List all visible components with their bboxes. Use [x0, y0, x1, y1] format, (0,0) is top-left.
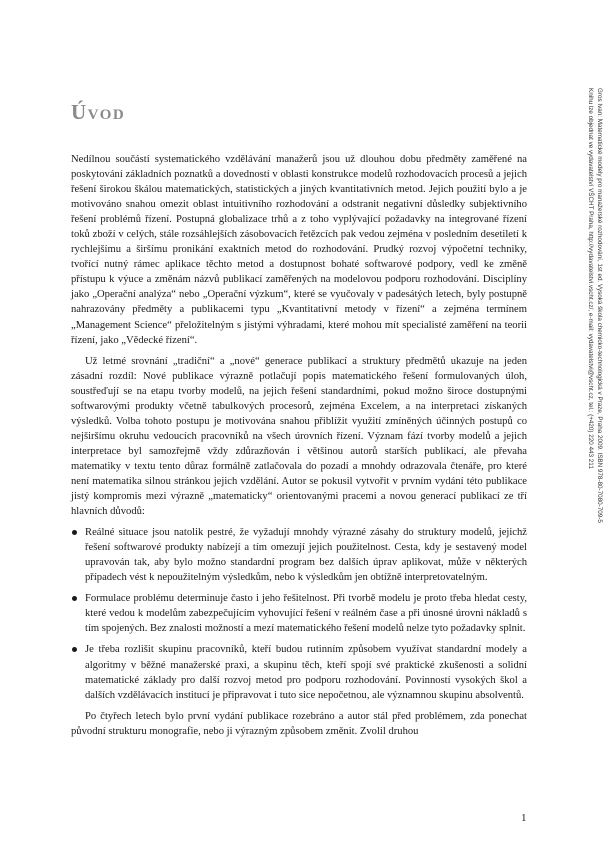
- side-note-order-info: Knihu lze objednat ve vydavatelství VŠCHT Praha, http://vydavatelstvi.vscht.cz/, e-mail: vydavatelstvi@vscht.cz, tel.: (+420) 220 443 211: [587, 88, 594, 469]
- page-number: 1: [521, 812, 527, 824]
- list-item: [71, 642, 527, 702]
- reasons-list: [71, 525, 527, 703]
- chapter-title: Úvod: [71, 100, 126, 124]
- paragraph-1: Nedílnou součástí systematického vzdělávání manažerů jsou už dlouhou dobu předměty zaměřené na poskytování základních poznatků a dovedností v oblasti konstrukce modelů rozhodovacích procesů a jejich řešení širokou škálou matematických, statistických a jiných kvantitativních metod. Jejich použití bylo a je motivováno snahou omezit oblast intuitivního rozhodování a odstranit negativní důsledky subjektivního řešení problémů řízení. Postupná globalizace trhů a z toho vyplývající požadavky na integrované řízení toků zboží v celých, stále rozsáhlejších zásobovacích řetězcích pak vedou zejména v posledním desetiletí k rychlejšímu a širšímu pronikání exaktních metod do rozhodování. Prudký rozvoj výpočetní techniky, tvořící nutný rámec aplikace těchto metod a dostupnost bohaté softwarové podpory, vedl ke změně přístupu k výuce a změnám názvů publikací zaměřených na modelovou podporu rozhodování. Disciplíny jako „Operační analýza“ nebo „Operační výzkum“, které se vyučovaly v padesátých letech, byly postupně nahrazovány předměty a publikacemi typu „Kvantitativní metody v řízení“ a zejména termínem „Management Science“ přeložitelným s jistými výhradami, které mohou mít specialisté zaměření na teorii řízení, jako „Vědecké řízení“.: [71, 154, 527, 346]
- body-text: [71, 152, 527, 739]
- side-note-citation: Gros Ivan: Matematické modely pro manažerské rozhodování, 1st ed. Vysoká škola chemicko-technologická v Praze, Praha 2009. ISBN 978-80-7080-709-5: [596, 88, 603, 523]
- paragraph-3: Po čtyřech letech bylo první vydání publikace rozebráno a autor stál před problémem, zda ponechat původní strukturu monografie, nebo ji výrazným způsobem změnit. Zvolil druhou: [71, 710, 527, 737]
- list-item: [71, 525, 527, 585]
- list-item-text: Je třeba rozlišit skupinu pracovníků, kteří budou rutinním způsobem využívat standardní modely a algoritmy v běžné manažerské praxi, a skupinu těch, kteří spojí své praktické zkušenosti a solidní matematické základy pro další rozvoj metod pro podporu rozhodování. Povinností vysokých škol a dalších vzdělávacích institucí je připravovat i tuto sice nepočetnou, ale významnou skupinu absolventů.: [85, 644, 527, 701]
- list-item: [71, 591, 527, 636]
- paragraph-2: Už letmé srovnání „tradiční“ a „nové“ generace publikací a struktury předmětů ukazuje na jeden zásadní rozdíl: Nové publikace výrazně potlačují popis matematického řešení formulovaných úloh, soustřeďují se na etapu tvorby modelů, na jejich řešení standardními, pokud možno široce dostupnými softwarovými produkty včetně tabulkových procesorů, zejména Excelem, a na interpretaci získaných výsledků. Volba tohoto postupu je motivována snahou přiblížit využití zmíněných účinných postupů co nejširšímu okruhu vedoucích pracovníků na všech úrovních řízení. Význam fází tvorby modelů a jejich interpretace byl samozřejmě vždy zdůrazňován i většinou autorů starších publikací, ale převaha matematiky v textu tento důraz formálně zatlačovala do pozadí a mnohdy odrazovala čtenáře, pro které není matematika silnou stránkou jejich vzdělání. Autor se pokusil vytvořit v prvním vydání této publikace jistý kompromis mezi výrazně „matematicky“ orientovanými pracemi a novou generací publikací ze tří hlavních důvodů:: [71, 355, 527, 518]
- list-item-text: Reálné situace jsou natolik pestré, že vyžadují mnohdy výrazné zásahy do struktury modelů, jejichž řešení softwarové produkty nabízejí a tím omezují jejich použitelnost. Cesta, kdy je sestavený model upravován tak, aby bylo možno standardní program bez dalších úprav aplikovat, může v některých případech vést k nepoužitelným výsledkům, nebo k výsledkům jen obtížně interpretovatelným.: [85, 527, 527, 584]
- bullet-icon: [72, 530, 77, 535]
- list-item-text: Formulace problému determinuje často i jeho řešitelnost. Při tvorbě modelu je proto třeba hledat cesty, které vedou k modelům zabezpečujícím vyhovující řešení v reálném čase a při únosné úrovni nákladů s tím spojených. Bez znalosti možností a mezí matematického řešení modelů nelze tyto požadavky splnit.: [85, 593, 527, 635]
- bullet-icon: [72, 647, 77, 652]
- copyright-side-note: [586, 88, 604, 648]
- bullet-icon: [72, 596, 77, 601]
